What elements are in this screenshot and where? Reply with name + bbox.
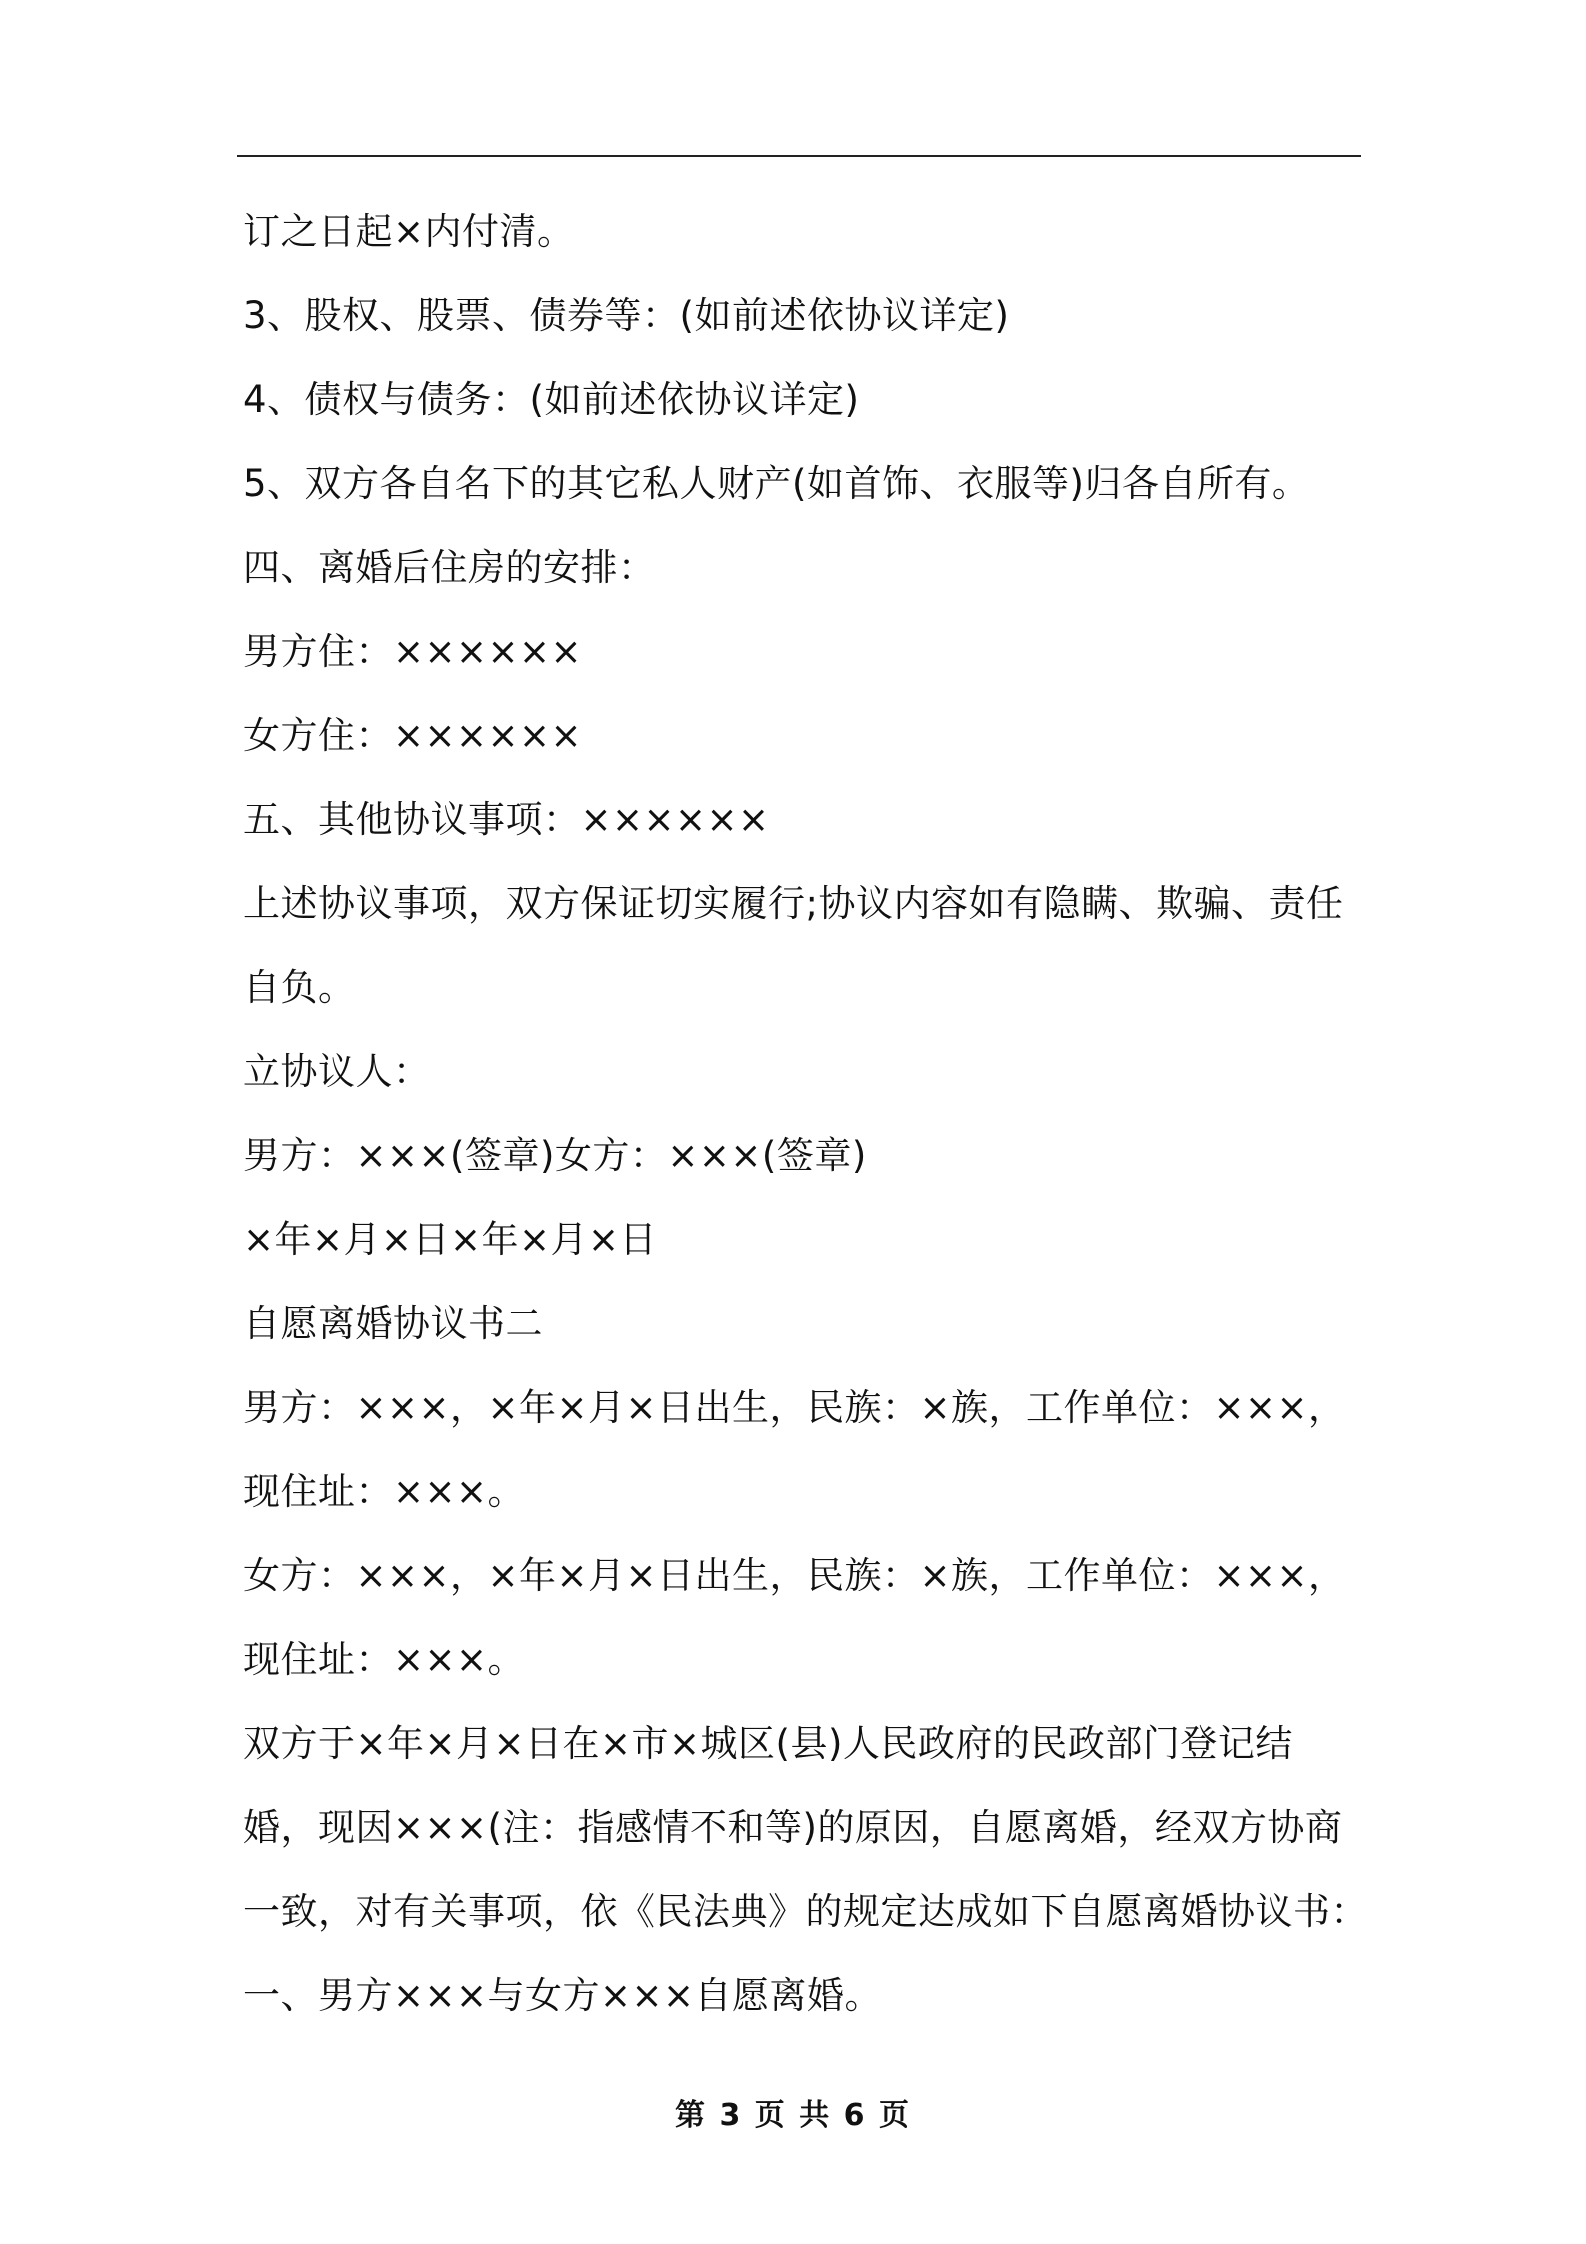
text-line: 自负。 [243, 966, 356, 1009]
page-number-footer: 第 3 页 共 6 页 [675, 2098, 911, 2133]
text-line: 4、债权与债务：(如前述依协议详定) [243, 378, 860, 421]
date-line: ×年×月×日×年×月×日 [243, 1218, 658, 1261]
text-line: 现住址：×××。 [243, 1470, 526, 1513]
section-heading: 五、其他协议事项：×××××× [243, 798, 770, 841]
text-line: 立协议人： [243, 1050, 431, 1093]
text-line: 3、股权、股票、债券等：(如前述依协议详定) [243, 294, 1010, 337]
text-line: 5、双方各自名下的其它私人财产(如首饰、衣服等)归各自所有。 [243, 462, 1310, 505]
text-line: 双方于×年×月×日在×市×城区(县)人民政府的民政部门登记结 [243, 1722, 1293, 1765]
section-heading: 一、男方×××与女方×××自愿离婚。 [243, 1974, 883, 2017]
text-line: 上述协议事项，双方保证切实履行;协议内容如有隐瞒、欺骗、责任 [243, 882, 1344, 925]
header-divider [237, 155, 1361, 157]
text-line: 女方：×××，×年×月×日出生，民族：×族，工作单位：×××， [243, 1554, 1346, 1597]
text-line: 女方住：×××××× [243, 714, 583, 757]
document-title: 自愿离婚协议书二 [243, 1302, 543, 1345]
text-line: 男方：×××，×年×月×日出生，民族：×族，工作单位：×××， [243, 1386, 1346, 1429]
text-line: 一致，对有关事项，依《民法典》的规定达成如下自愿离婚协议书： [243, 1890, 1368, 1933]
text-line: 男方住：×××××× [243, 630, 583, 673]
text-line: 婚，现因×××(注：指感情不和等)的原因，自愿离婚，经双方协商 [243, 1806, 1343, 1849]
text-line: 订之日起×内付清。 [243, 210, 575, 253]
text-line: 现住址：×××。 [243, 1638, 526, 1681]
signature-line: 男方：×××(签章)女方：×××(签章) [243, 1134, 867, 1177]
document-body [243, 190, 1368, 2038]
section-heading: 四、离婚后住房的安排： [243, 546, 656, 589]
